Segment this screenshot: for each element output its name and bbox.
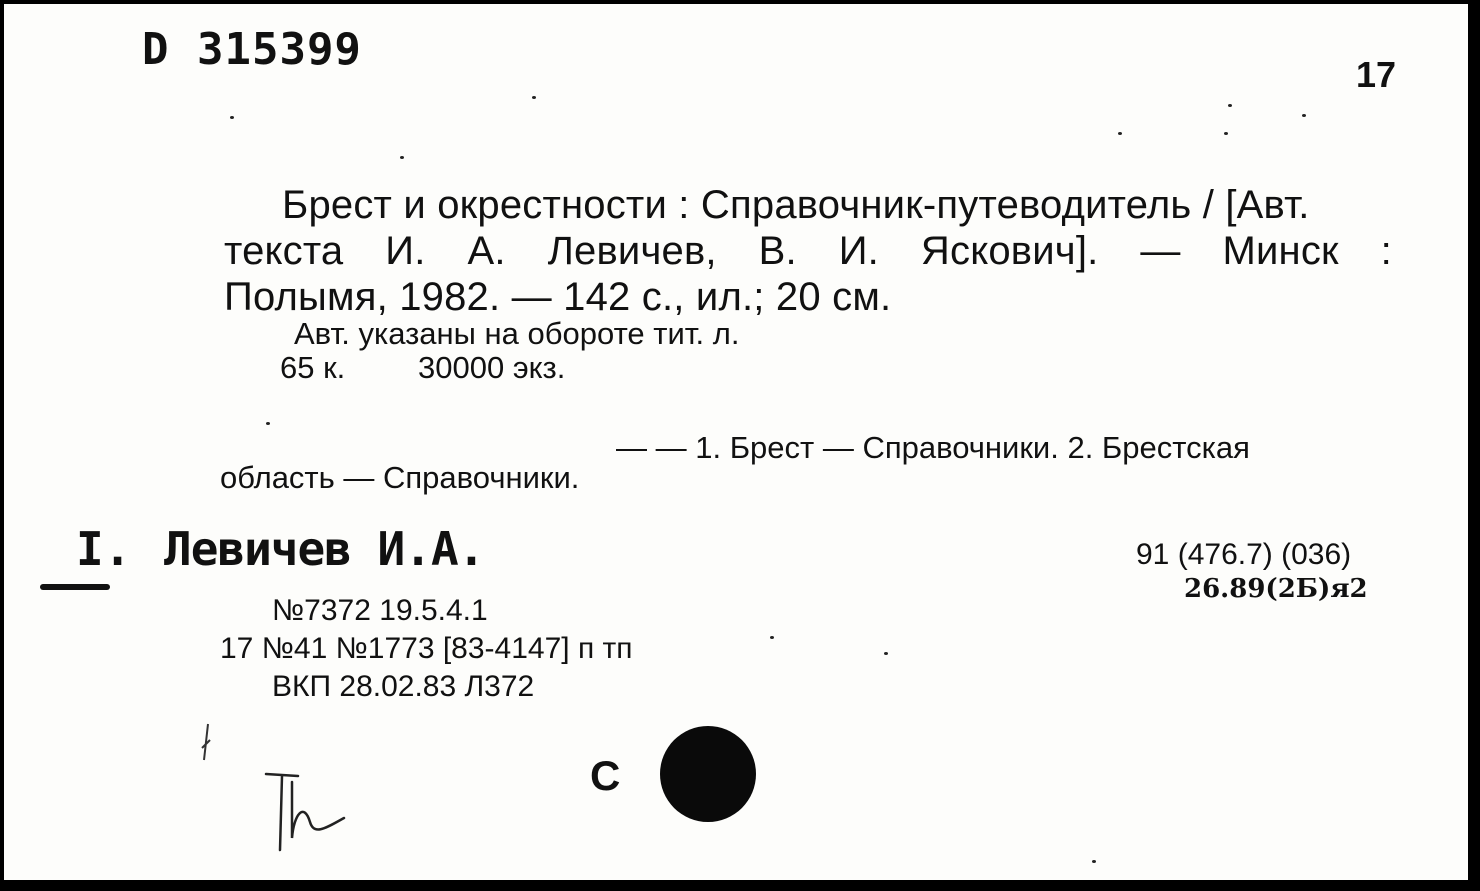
meta-line-2: 17 №41 №1773 [83-4147] п тп bbox=[220, 632, 633, 665]
description-word: Левичев, bbox=[547, 229, 717, 273]
speck bbox=[1118, 132, 1122, 135]
speck bbox=[1224, 132, 1228, 135]
description-line-3: Полымя, 1982. — 142 с., ил.; 20 см. bbox=[224, 275, 892, 319]
speck bbox=[884, 652, 888, 655]
description-line-2 bbox=[224, 226, 1392, 276]
description-word: Минск bbox=[1222, 229, 1339, 273]
meta-line-1: №7372 19.5.4.1 bbox=[272, 594, 488, 627]
speck bbox=[400, 156, 404, 159]
speck bbox=[266, 422, 270, 425]
speck bbox=[1228, 104, 1232, 107]
description-word: В. bbox=[758, 229, 797, 273]
description-word: И. bbox=[838, 229, 879, 273]
added-entry-roman: I. bbox=[76, 522, 132, 576]
speck bbox=[770, 636, 774, 639]
added-entry-name: Левичев И.А. bbox=[164, 522, 485, 576]
catalog-card bbox=[4, 4, 1468, 880]
description-word: : bbox=[1380, 229, 1392, 273]
speck bbox=[1302, 114, 1306, 117]
speck bbox=[230, 116, 234, 119]
stamp-dot-icon bbox=[660, 726, 756, 822]
subjects-line-1: — — 1. Брест — Справочники. 2. Брестская bbox=[616, 430, 1250, 465]
description-word: Яскович]. bbox=[920, 229, 1099, 273]
copies: 30000 экз. bbox=[418, 350, 566, 385]
stamp-letter: С bbox=[590, 752, 621, 799]
classification-1: 91 (476.7) (036) bbox=[1136, 538, 1352, 571]
added-entry-underline bbox=[40, 584, 110, 590]
price: 65 к. bbox=[280, 350, 346, 385]
inventory-number: D 315399 bbox=[142, 24, 362, 75]
speck bbox=[1092, 860, 1096, 863]
description-word: И. bbox=[385, 229, 426, 273]
classification-2: 26.89(2Б)я2 bbox=[1184, 574, 1368, 604]
speck bbox=[532, 96, 536, 99]
meta-line-3: ВКП 28.02.83 Л372 bbox=[272, 670, 535, 703]
handwritten-mark-icon bbox=[194, 718, 374, 868]
description-word: — bbox=[1140, 229, 1181, 273]
description-line-1: Брест и окрестности : Справочник-путеводитель / [Авт. bbox=[282, 183, 1310, 227]
description-word: текста bbox=[224, 229, 344, 273]
corner-number: 17 bbox=[1356, 54, 1397, 95]
note-line: Авт. указаны на обороте тит. л. bbox=[294, 316, 740, 351]
subjects-line-2: область — Справочники. bbox=[220, 460, 580, 495]
description-word: А. bbox=[467, 229, 506, 273]
